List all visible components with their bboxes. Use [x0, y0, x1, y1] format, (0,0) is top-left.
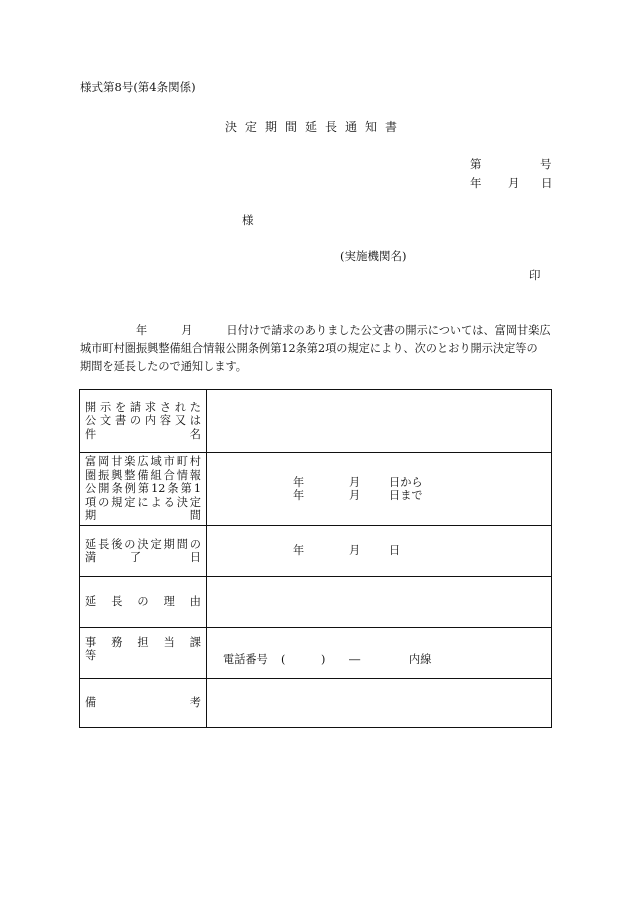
label-line: 公開条例第12条第1 [85, 482, 201, 496]
table-row-department [80, 628, 552, 679]
document-title: 決定期間延長通知書 [224, 120, 405, 134]
label-remarks [80, 679, 207, 728]
form-number-label: 様式第8号(第4条関係) [80, 80, 196, 94]
label-line: 圏振興整備組合情報 [85, 468, 201, 482]
label-request-content [80, 390, 207, 453]
to-month: 月 [349, 489, 361, 502]
label-line: 延 長 の 理 由 [85, 595, 201, 609]
table-row-reason [80, 577, 552, 628]
table-row-decision-period [80, 453, 552, 526]
value-request-content[interactable] [207, 390, 552, 453]
to-day: 日まで [389, 489, 423, 502]
label-line: 事 務 担 当 課 等 [85, 635, 213, 662]
label-line: 期 間 [85, 509, 201, 523]
date-year: 年 [470, 176, 482, 190]
label-line: 項の規定による決定 [85, 495, 201, 509]
label-line: 備 考 [85, 696, 201, 710]
deadline-year: 年 [293, 544, 305, 558]
period-to [207, 489, 551, 503]
label-line: 満 了 日 [85, 551, 201, 564]
extension-label: 内線 [409, 652, 432, 666]
body-month: 月 [181, 324, 193, 337]
table-row-extended-deadline [80, 526, 552, 577]
label-line: 件 名 [85, 427, 201, 441]
from-year: 年 [293, 475, 305, 489]
to-year: 年 [293, 489, 305, 502]
date-month: 月 [508, 176, 520, 190]
body-year: 年 [136, 324, 148, 337]
from-month: 月 [349, 475, 361, 489]
deadline-date [207, 544, 551, 558]
seal-mark: 印 [529, 268, 541, 282]
value-extended-deadline[interactable] [207, 526, 552, 577]
dash: ― [349, 652, 361, 666]
from-day: 日から [389, 475, 423, 489]
label-line: 延長後の決定期間の [85, 537, 201, 551]
issuer-name: (実施機関名) [340, 249, 407, 263]
notice-table [79, 389, 552, 728]
label-line: 開示を請求された [85, 400, 201, 414]
phone-line [207, 653, 551, 667]
close-paren: ) [321, 652, 326, 666]
body-line1: 日付けで請求のありました公文書の開示については、富岡甘楽広 [226, 324, 551, 337]
addressee-honorific: 様 [242, 213, 254, 227]
label-line: 公文書の内容又は [85, 414, 201, 428]
body-line3: 期間を延長したので通知します。 [80, 360, 247, 373]
date-day: 日 [541, 176, 553, 190]
value-decision-period[interactable] [207, 453, 552, 526]
label-department [80, 628, 213, 679]
label-decision-period [80, 453, 207, 526]
document-number-suffix: 号 [540, 157, 552, 171]
table-row-remarks [80, 679, 552, 728]
label-line: 富岡甘楽広域市町村 [85, 455, 201, 469]
body-line2: 城市町村圏振興整備組合情報公開条例第12条第2項の規定により、次のとおり開示決定等の [80, 342, 538, 355]
value-reason[interactable] [207, 577, 552, 628]
value-remarks[interactable] [207, 679, 552, 728]
deadline-day: 日 [389, 544, 401, 558]
document-number-prefix: 第 [470, 157, 482, 171]
label-extended-deadline [80, 526, 207, 577]
open-paren: ( [281, 652, 286, 666]
label-reason [80, 577, 207, 628]
body-paragraph [80, 322, 552, 376]
phone-label: 電話番号 [223, 652, 268, 666]
value-department[interactable] [207, 628, 552, 679]
deadline-month: 月 [349, 544, 361, 558]
period-from [207, 476, 551, 490]
table-row-request-content [80, 390, 552, 453]
